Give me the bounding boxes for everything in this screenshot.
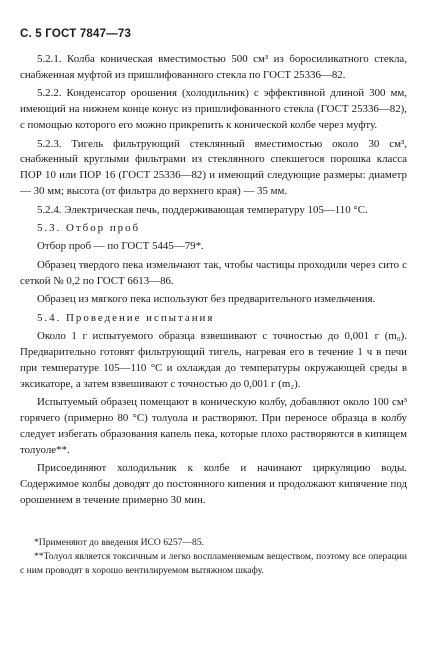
section-heading	[20, 221, 407, 237]
paragraph: 5.2.1. Колба коническая вместимостью 500 см³ из боросиликатного стекла, снабженная муфтой из пришлифованного стекла по ГОСТ 25336—82.	[20, 53, 407, 81]
footnotes	[20, 536, 407, 577]
paragraph: Отбор проб — по ГОСТ 5445—79*.	[37, 240, 204, 253]
paragraph: Образец твердого пека измельчают так, чтобы частицы проходили через сито с сеткой № 0,2 по ГОСТ 6613—86.	[20, 258, 407, 287]
paragraph: 5.2.2. Конденсатор орошения (холодильник) с эффективной длиной 300 мм, имеющий на нижнем конце конус из пришлифованного стекла (ГОСТ 25336—82), с помощью которого его можно прикрепить к конической колбе через муфту.	[20, 87, 407, 132]
footnote: *Применяют до введения ИСО 6257—85.	[34, 536, 205, 548]
section-heading-text: 5.4. Проведение испытания	[37, 311, 215, 324]
paragraph: Испытуемый образец помещают в коническую колбу, добавляют около 100 см³ горячего (примерно 80 °С) толуола и растворяют. При переносе образца в колбу следует избегать образования капель пека, которые плохо растворяются в кипящем толуоле**.	[20, 396, 407, 456]
paragraph: 5.2.4. Электрическая печь, поддерживающая температуру 105—110 °С.	[37, 203, 368, 216]
paragraph: Образец из мягкого пека используют без предварительного измельчения.	[37, 293, 376, 306]
paragraph: Около 1 г испытуемого образца взвешивают с точностью до 0,001 г (m₀). Предварительно готовят фильтрующий тигель, нагревая его в течение 1 ч в печи при температуре 105—110 °С и охлаждая до температуры окружающей среды в эксикаторе, а затем взвешивают с точностью до 0,001 г (m₂).	[20, 330, 407, 390]
page-header: С. 5 ГОСТ 7847—73	[20, 28, 132, 40]
paragraph: Присоединяют холодильник к колбе и начинают циркуляцию воды. Содержимое колбы доводят до постоянного кипения и продолжают кипячение под орошением в течение примерно 30 мин.	[20, 462, 407, 507]
paragraph: 5.2.3. Тигель фильтрующий стеклянный вместимостью около 30 см³, снабженный круглыми фильтрами из стеклянного спекшегося порошка класса ПОР 10 или ПОР 16 (ГОСТ 25336—82) и имеющий следующие размеры: диаметр — 30 мм; высота (от фильтра до верхнего края) — 35 мм.	[20, 137, 407, 198]
footnote: **Толуол является токсичным и легко воспламеняемым веществом, поэтому все операции с ним проводят в хорошо вентилируемом вытяжном шкафу.	[20, 551, 407, 576]
body-text	[20, 52, 407, 509]
section-heading	[20, 311, 407, 327]
section-heading-text: 5.3. Отбор проб	[37, 222, 141, 235]
